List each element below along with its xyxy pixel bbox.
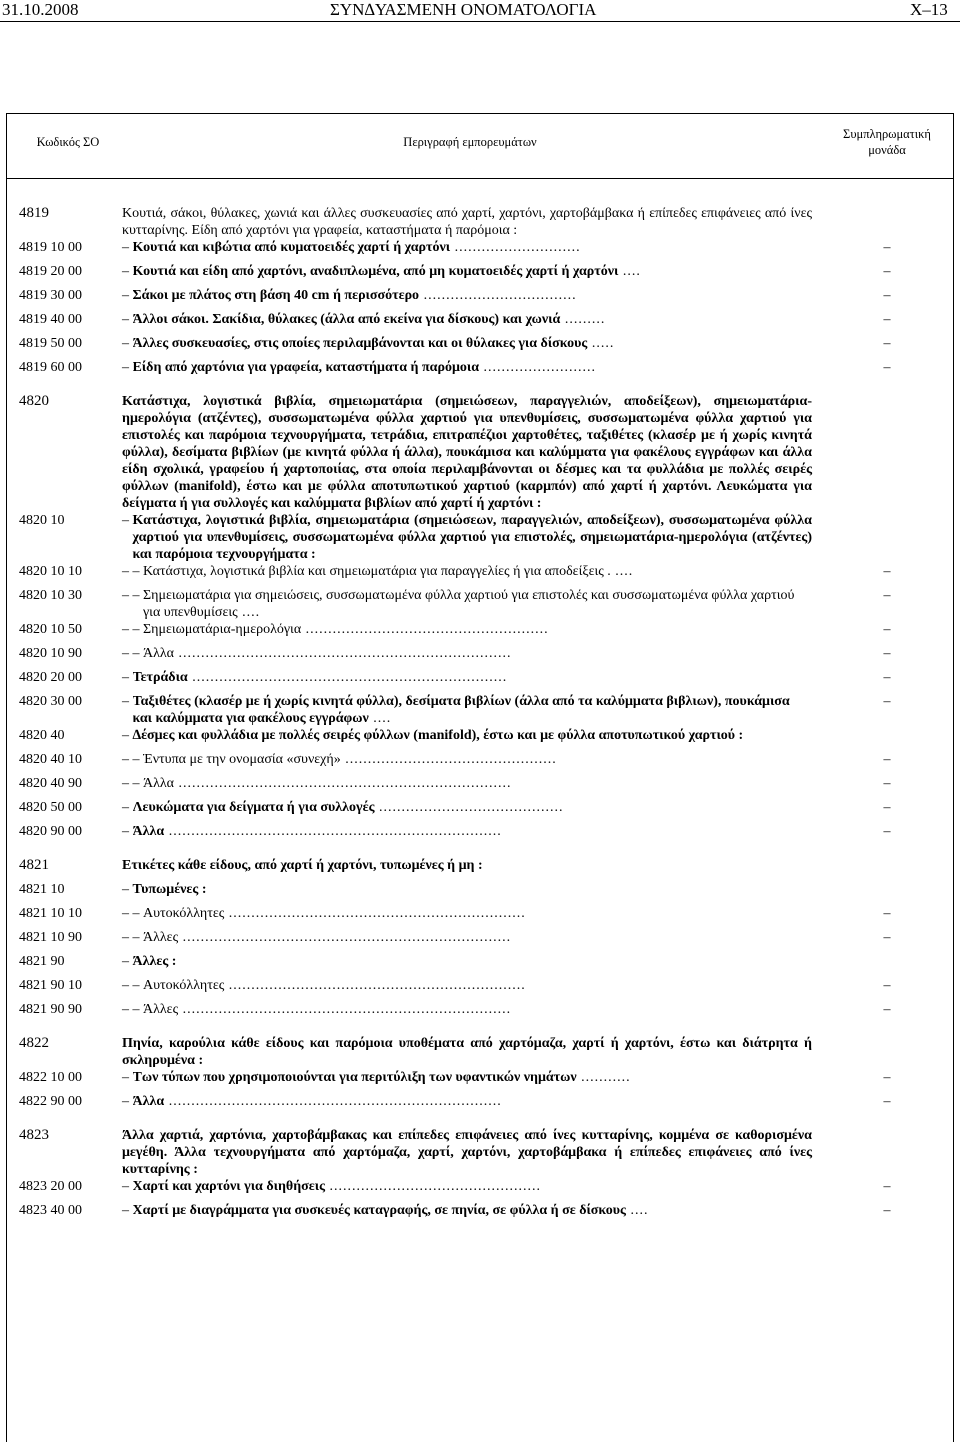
- column-header-unit-line2: μονάδα: [868, 143, 906, 157]
- description: [122, 1202, 812, 1219]
- description-text: [143, 645, 812, 662]
- leader-dots: ..........................................................................: [164, 1094, 502, 1109]
- supplementary-unit: –: [883, 906, 891, 921]
- table-row: [0, 727, 960, 751]
- indent-dash: –: [122, 1203, 133, 1218]
- description-label: Σημειωματάρια για σημειώσεις, συσσωματωμένα φύλλα χαρτιού για επιστολές και συσσωματωμένα φύλλα χαρτιού για υπενθυμίσεις: [143, 588, 795, 620]
- supplementary-unit: –: [883, 978, 891, 993]
- description: [122, 775, 812, 792]
- description: [122, 359, 812, 376]
- description-text: [133, 823, 813, 840]
- description-text: [143, 775, 812, 792]
- supplementary-unit: –: [883, 360, 891, 375]
- description-text: [133, 953, 813, 970]
- description: [122, 1093, 812, 1110]
- cn-code: 4819 20 00: [19, 264, 82, 279]
- description-text: [133, 311, 813, 328]
- description-text: [133, 359, 813, 376]
- description-label: Κατάστιχα, λογιστικά βιβλία και σημειωματάρια για παραγγελίες ή για αποδείξεις .: [143, 564, 611, 579]
- indent-dash: –: [122, 312, 133, 327]
- description-label: Σημειωματάρια-ημερολόγια: [143, 622, 302, 637]
- description-label: Ετικέτες κάθε είδους, από χαρτί ή χαρτόνι, τυπωμένες ή μη :: [122, 858, 483, 873]
- description-text: [133, 1178, 813, 1195]
- description-label: Έντυπα με την ονομασία «συνεχή»: [143, 752, 341, 767]
- cn-code: 4820 30 00: [19, 694, 82, 709]
- table-row: [0, 693, 960, 727]
- indent-dash: – –: [122, 752, 143, 767]
- description-label: Άλλοι σάκοι. Σακίδια, θύλακες (άλλα από εκείνα για δίσκους) και χωνιά: [132, 312, 561, 327]
- supplementary-unit: –: [883, 776, 891, 791]
- cn-code: 4819 30 00: [19, 288, 82, 303]
- description-label: Άλλες: [143, 930, 179, 945]
- description-label: Άλλα: [132, 1094, 165, 1109]
- leader-dots: .....: [587, 336, 615, 351]
- cn-code: 4820 40 90: [19, 776, 82, 791]
- table-row: [0, 645, 960, 669]
- cn-code: 4821 90 90: [19, 1002, 82, 1017]
- description: [122, 239, 812, 256]
- description: [122, 512, 812, 563]
- column-header-unit-line1: Συμπληρωματική: [843, 127, 931, 141]
- description-text: [133, 693, 813, 727]
- indent-dash: –: [122, 1094, 133, 1109]
- column-header-code: Κωδικός ΣΟ: [36, 135, 100, 149]
- cn-code: 4819 50 00: [19, 336, 82, 351]
- description-label: Κουτιά και είδη από χαρτόνι, αναδιπλωμένα, από μη κυματοειδές χαρτί ή χαρτόνι: [132, 264, 619, 279]
- description: [122, 929, 812, 946]
- description: [122, 881, 812, 898]
- indent-dash: – –: [122, 622, 143, 637]
- indent-dash: –: [122, 240, 133, 255]
- supplementary-unit: –: [883, 622, 891, 637]
- cn-code: 4820 10 10: [19, 564, 82, 579]
- indent-dash: –: [122, 288, 133, 303]
- supplementary-unit: –: [883, 646, 891, 661]
- description-text: [122, 1127, 812, 1178]
- table-row: [0, 563, 960, 587]
- cn-code: 4821 90: [19, 954, 65, 969]
- description: [122, 977, 812, 994]
- description-text: [133, 1093, 813, 1110]
- description: [122, 693, 812, 727]
- leader-dots: ...........: [576, 1070, 631, 1085]
- description-label: Κατάστιχα, λογιστικά βιβλία, σημειωματάρια (σημειώσεων, παραγγελιών, αποδείξεων), σημειωματάρια-ημερολόγια (ατζέντες), συσσωματωμένα φύλλα χαρτιού για υπενθυμίσεις, συσσωματωμένα φύλλα χαρτιού για επιστολές και παρόμοια τεχνουργήματα, τετράδια, επιτραπέζιοι χαρτοθέτες, ταξιθέτες (κλασέρ με ή χωρίς κινητά φύλλα), δεσίματα βιβλίων (με κινητά φύλλα ή άλλα), πουκάμισα και καλύμματα για φακέλους εγγράφων και άλλα είδη σχολικά, γραφείου ή χαρτοποιίας, στα οποία περιλαμβάνονται οι δέσμες και τα φυλλάδια με πολλές σειρές φύλλων (manifold), έστω και με φύλλα αποτυπωτικού χαρτιού (καρμπόν) από χαρτί ή χαρτόνι. Λευκώματα για δείγματα ή για συλλογές και καλύμματα βιβλίων από χαρτί ή χαρτόνι :: [122, 394, 812, 511]
- description-text: [143, 587, 812, 621]
- description-label: Πηνία, καρούλια κάθε είδους και παρόμοια υποθέματα από χαρτόμαζα, χαρτί ή χαρτόνι, έστω και διάτρητα ή σκληρυμένα :: [122, 1036, 812, 1068]
- description-text: [143, 1001, 812, 1018]
- cn-code: 4822 90 00: [19, 1094, 82, 1109]
- description-text: [133, 263, 813, 280]
- description-label: Άλλα χαρτιά, χαρτόνια, χαρτοβάμβακας και επίπεδες επιφάνειες από ίνες κυτταρίνης, κομμένα σε καθορισμένα μεγέθη. Άλλα τεχνουργήματα από χαρτόμαζα, χαρτί, χαρτόνι, χαρτοβάμβακα ή επίπεδες επιφάνειες από ίνες κυτταρίνης :: [122, 1128, 812, 1177]
- description-text: [143, 929, 812, 946]
- leader-dots: ....: [610, 564, 634, 579]
- leader-dots: ....: [618, 264, 641, 279]
- indent-dash: – –: [122, 564, 143, 579]
- indent-dash: –: [122, 728, 133, 743]
- leader-dots: ............................: [450, 240, 581, 255]
- cn-code: 4821 90 10: [19, 978, 82, 993]
- description: [122, 799, 812, 816]
- leader-dots: ....: [237, 605, 261, 620]
- description: [122, 727, 812, 744]
- description-label: Τετράδια: [132, 670, 188, 685]
- header-date: 31.10.2008: [2, 0, 79, 19]
- description: [122, 857, 812, 874]
- indent-dash: –: [122, 513, 133, 528]
- leader-dots: ...............................................: [340, 752, 557, 767]
- description: [122, 1069, 812, 1086]
- description: [122, 669, 812, 686]
- description-text: [133, 799, 813, 816]
- description-label: Άλλα: [143, 646, 175, 661]
- table-row: [0, 287, 960, 311]
- description-text: [122, 393, 812, 512]
- cn-code: 4823: [19, 1127, 49, 1143]
- column-header-description: Περιγραφή εμπορευμάτων: [403, 135, 537, 149]
- cn-code: 4820 10 30: [19, 588, 82, 603]
- table-row: [0, 359, 960, 383]
- supplementary-unit: –: [883, 312, 891, 327]
- leader-dots: ..........................................................................: [174, 646, 512, 661]
- description-text: [122, 857, 812, 874]
- cn-code: 4823 20 00: [19, 1179, 82, 1194]
- table-row: [0, 1069, 960, 1093]
- table-row: [0, 953, 960, 977]
- table-row: [0, 1202, 960, 1226]
- table-row: [0, 929, 960, 953]
- table-row: [0, 239, 960, 263]
- table-row: [0, 823, 960, 847]
- indent-dash: –: [122, 954, 133, 969]
- heading-row: [0, 393, 960, 512]
- table-row: [0, 1001, 960, 1025]
- cn-code: 4820 10 50: [19, 622, 82, 637]
- description: [122, 1178, 812, 1195]
- table-row: [0, 669, 960, 693]
- description: [122, 645, 812, 662]
- description-text: [133, 1202, 813, 1219]
- supplementary-unit: –: [883, 588, 891, 603]
- header-rule: [0, 21, 960, 22]
- supplementary-unit: –: [883, 1002, 891, 1017]
- leader-dots: ...............................................: [325, 1179, 542, 1194]
- description-text: [122, 1035, 812, 1069]
- cn-code: 4820 40 10: [19, 752, 82, 767]
- cn-code: 4820 10: [19, 513, 65, 528]
- description-label: Αυτοκόλλητες: [143, 906, 225, 921]
- indent-dash: –: [122, 824, 133, 839]
- table-row: [0, 905, 960, 929]
- supplementary-unit: –: [883, 930, 891, 945]
- description: [122, 587, 812, 621]
- indent-dash: –: [122, 360, 133, 375]
- cn-code: 4821 10 10: [19, 906, 82, 921]
- description: [122, 621, 812, 638]
- header-title: ΣΥΝ∆ΥΑΣΜΕΝΗ ΟΝΟΜΑΤΟΛΟΓΙΑ: [330, 0, 597, 19]
- indent-dash: – –: [122, 776, 143, 791]
- page-header: [0, 0, 960, 22]
- description-text: [133, 881, 813, 898]
- leader-dots: .........: [560, 312, 606, 327]
- cn-code: 4820: [19, 393, 49, 409]
- leader-dots: .........................................: [374, 800, 564, 815]
- indent-dash: – –: [122, 930, 143, 945]
- supplementary-unit: –: [883, 564, 891, 579]
- heading-row: [0, 205, 960, 239]
- leader-dots: ....: [368, 711, 392, 726]
- cn-code: 4822 10 00: [19, 1070, 82, 1085]
- description: [122, 563, 812, 580]
- supplementary-unit: –: [883, 1179, 891, 1194]
- indent-dash: –: [122, 670, 133, 685]
- supplementary-unit: –: [883, 1094, 891, 1109]
- indent-dash: – –: [122, 1002, 143, 1017]
- leader-dots: ..........................................................................: [164, 824, 502, 839]
- cn-code: 4823 40 00: [19, 1203, 82, 1218]
- supplementary-unit: –: [883, 336, 891, 351]
- table-row: [0, 977, 960, 1001]
- indent-dash: –: [122, 882, 133, 897]
- supplementary-unit: –: [883, 1203, 891, 1218]
- description-label: Άλλες συσκευασίες, στις οποίες περιλαμβάνονται και οι θύλακες για δίσκους: [132, 336, 588, 351]
- description-text: [143, 751, 812, 768]
- description-label: Είδη από χαρτόνια για γραφεία, καταστήματα ή παρόμοια: [132, 360, 480, 375]
- cn-code: 4820 50 00: [19, 800, 82, 815]
- description-text: [133, 512, 813, 563]
- supplementary-unit: –: [883, 670, 891, 685]
- description-text: [122, 205, 812, 239]
- leader-dots: ......................................................................: [187, 670, 508, 685]
- cn-code: 4821 10: [19, 882, 65, 897]
- description: [122, 823, 812, 840]
- description-text: [133, 239, 813, 256]
- indent-dash: –: [122, 800, 133, 815]
- description-label: Κουτιά και κιβώτια από κυματοειδές χαρτί ή χαρτόνι: [132, 240, 451, 255]
- table-row: [0, 263, 960, 287]
- description-text: [143, 563, 812, 580]
- description: [122, 335, 812, 352]
- supplementary-unit: –: [883, 264, 891, 279]
- indent-dash: – –: [122, 906, 143, 921]
- cn-code: 4819 40 00: [19, 312, 82, 327]
- column-header-unit: [822, 126, 952, 158]
- description-label: Λευκώματα για δείγματα ή για συλλογές: [132, 800, 375, 815]
- cn-code: 4819: [19, 205, 49, 221]
- description: [122, 1127, 812, 1178]
- table-row: [0, 335, 960, 359]
- description-label: Των τύπων που χρησιμοποιούνται για περιτύλιξη των υφαντικών νημάτων: [132, 1070, 577, 1085]
- description-label: Χαρτί με διαγράμματα για συσκευές καταγραφής, σε πηνία, σε φύλλα ή σε δίσκους: [132, 1203, 626, 1218]
- description-label: Άλλα: [143, 776, 175, 791]
- heading-row: [0, 857, 960, 881]
- table-row: [0, 1093, 960, 1117]
- cn-code: 4820 20 00: [19, 670, 82, 685]
- description-label: Άλλα: [132, 824, 165, 839]
- table-row: [0, 1178, 960, 1202]
- description-text: [143, 621, 812, 638]
- supplementary-unit: –: [883, 800, 891, 815]
- description: [122, 287, 812, 304]
- description: [122, 905, 812, 922]
- description-text: [133, 1069, 813, 1086]
- description-label: Σάκοι με πλάτος στη βάση 40 cm ή περισσότερο: [132, 288, 420, 303]
- description: [122, 751, 812, 768]
- cn-code: 4822: [19, 1035, 49, 1051]
- description-label: Άλλες :: [132, 954, 177, 969]
- description-label: Χαρτί και χαρτόνι για διηθήσεις: [132, 1179, 326, 1194]
- description-text: [133, 727, 813, 744]
- indent-dash: –: [122, 694, 133, 709]
- indent-dash: –: [122, 1179, 133, 1194]
- leader-dots: .........................................................................: [178, 930, 512, 945]
- description-text: [133, 287, 813, 304]
- description: [122, 263, 812, 280]
- table-row: [0, 881, 960, 905]
- table-row: [0, 775, 960, 799]
- indent-dash: – –: [122, 588, 143, 603]
- description-text: [133, 335, 813, 352]
- leader-dots: ..........................................................................: [174, 776, 512, 791]
- table-row: [0, 751, 960, 775]
- supplementary-unit: –: [883, 694, 891, 709]
- table-row: [0, 621, 960, 645]
- heading-row: [0, 1127, 960, 1178]
- cn-code: 4819 60 00: [19, 360, 82, 375]
- indent-dash: –: [122, 336, 133, 351]
- description-label: ∆έσμες και φυλλάδια με πολλές σειρές φύλλων (manifold), έστω και με φύλλα αποτυπωτικού χαρτιού :: [132, 728, 744, 743]
- description-label: Αυτοκόλλητες: [143, 978, 225, 993]
- supplementary-unit: –: [883, 1070, 891, 1085]
- description: [122, 1001, 812, 1018]
- indent-dash: –: [122, 1070, 133, 1085]
- cn-code: 4821: [19, 857, 49, 873]
- leader-dots: ..................................................................: [224, 906, 526, 921]
- leader-dots: .........................: [479, 360, 597, 375]
- supplementary-unit: –: [883, 240, 891, 255]
- supplementary-unit: –: [883, 288, 891, 303]
- description: [122, 953, 812, 970]
- table-row: [0, 512, 960, 563]
- supplementary-unit: –: [883, 824, 891, 839]
- description: [122, 1035, 812, 1069]
- heading-row: [0, 1035, 960, 1069]
- cn-code: 4820 40: [19, 728, 65, 743]
- leader-dots: ......................................................: [301, 622, 549, 637]
- description-label: Ταξιθέτες (κλασέρ με ή χωρίς κινητά φύλλα), δεσίματα βιβλίων (άλλα από τα καλύμματα βιβλιων), πουκάμισα και καλύμματα για φακέλους εγγράφων: [132, 694, 790, 726]
- leader-dots: ..................................: [419, 288, 577, 303]
- cn-code: 4821 10 90: [19, 930, 82, 945]
- leader-dots: .........................................................................: [178, 1002, 512, 1017]
- description-label: Άλλες: [143, 1002, 179, 1017]
- table-row: [0, 311, 960, 335]
- supplementary-unit: –: [883, 752, 891, 767]
- indent-dash: –: [122, 264, 133, 279]
- description: [122, 205, 812, 239]
- description: [122, 393, 812, 512]
- cn-code: 4819 10 00: [19, 240, 82, 255]
- cn-code: 4820 90 00: [19, 824, 82, 839]
- cn-code: 4820 10 90: [19, 646, 82, 661]
- indent-dash: – –: [122, 978, 143, 993]
- indent-dash: – –: [122, 646, 143, 661]
- table-row: [0, 587, 960, 621]
- description-text: [143, 905, 812, 922]
- description: [122, 311, 812, 328]
- description-label: Κουτιά, σάκοι, θύλακες, χωνιά και άλλες συσκευασίες από χαρτί, χαρτόνι, χαρτοβάμβακα ή επίπεδες επιφάνειες από ίνες κυτταρίνης. Είδη από χαρτόνι για γραφεία, καταστήματα ή παρόμοια :: [122, 206, 812, 238]
- description-text: [143, 977, 812, 994]
- table-row: [0, 799, 960, 823]
- tariff-table: [0, 205, 960, 1226]
- description-text: [133, 669, 813, 686]
- leader-dots: ..................................................................: [224, 978, 526, 993]
- description-label: Κατάστιχα, λογιστικά βιβλία, σημειωματάρια (σημειώσεων, παραγγελιών, αποδείξεων), συσσωματωμένα φύλλα χαρτιού για υπενθυμίσεις, συσσωματωμένα φύλλα χαρτιού για επιστολές, σημειωματάρια-ημερολόγια (ατζέντες) και παρόμοια τεχνουργήματα :: [132, 513, 812, 562]
- description-label: Τυπωμένες :: [132, 882, 207, 897]
- leader-dots: ....: [625, 1203, 649, 1218]
- header-page-number: X–13: [910, 0, 948, 19]
